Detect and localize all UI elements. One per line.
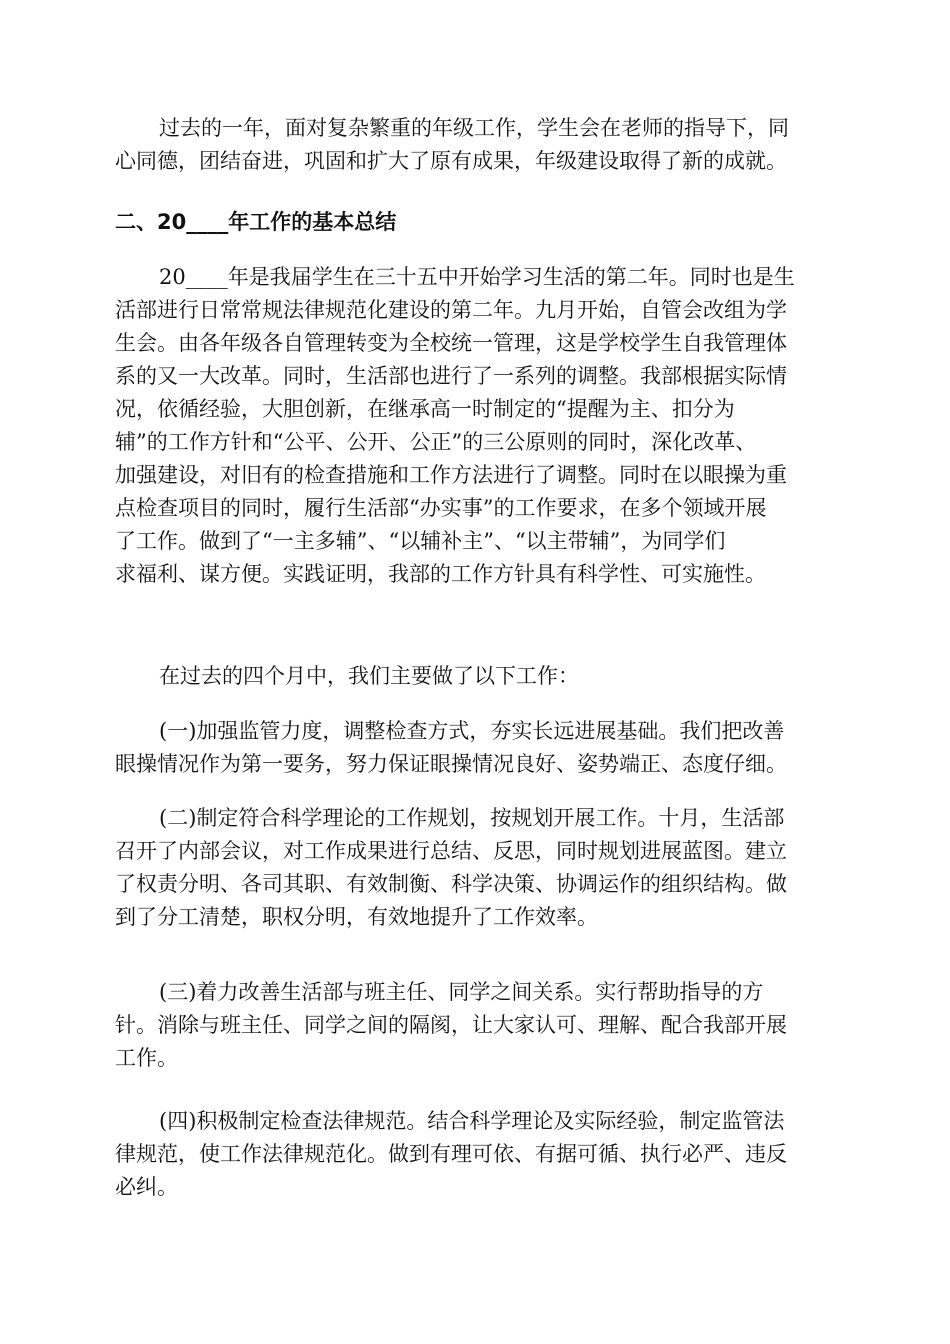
text-line: 20____年是我届学生在三十五中开始学习生活的第二年。同时也是生 — [159, 265, 795, 289]
text-line: 在过去的四个月中，我们主要做了以下工作： — [159, 664, 579, 688]
paragraph-item-1 — [115, 715, 835, 781]
paragraph-item-4 — [115, 1105, 835, 1204]
text-line: 加强建设，对旧有的检查措施和工作方法进行了调整。同时在以眼操为重 — [115, 463, 787, 487]
text-line: 辅”的工作方针和“公平、公开、公正”的三公原则的同时，深化改革、 — [115, 430, 757, 454]
paragraph-item-2 — [115, 802, 835, 934]
text-line: 律规范，使工作法律规范化。做到有理可依、有据可循、执行必严、违反 — [115, 1142, 787, 1166]
text-line: 针。消除与班主任、同学之间的隔阂，让大家认可、理解、配合我部开展 — [115, 1013, 787, 1037]
text-line: 了工作。做到了“一主多辅”、“以辅补主”、“以主带辅”，为同学们 — [115, 529, 726, 553]
text-line: 心同德，团结奋进，巩固和扩大了原有成果，年级建设取得了新的成就。 — [115, 149, 787, 173]
text-line: 求福利、谋方便。实践证明，我部的工作方针具有科学性、可实施性。 — [115, 562, 766, 586]
paragraph-lead-in — [115, 660, 835, 693]
section-heading: 二、20____年工作的基本总结 — [115, 210, 397, 234]
text-line: (二)制定符合科学理论的工作规划，按规划开展工作。十月，生活部 — [159, 806, 785, 830]
text-line: 况，依循经验，大胆创新，在继承高一时制定的“提醒为主、扣分为 — [115, 397, 735, 421]
text-line: 眼操情况作为第一要务，努力保证眼操情况良好、姿势端正、态度仔细。 — [115, 752, 787, 776]
text-line: 点检查项目的同时，履行生活部“办实事”的工作要求，在多个领域开展 — [115, 496, 767, 520]
text-line: 必纠。 — [115, 1175, 178, 1199]
text-line: 到了分工清楚，职权分明，有效地提升了工作效率。 — [115, 905, 598, 929]
text-line: 生会。由各年级各自管理转变为全校统一管理，这是学校学生自我管理体 — [115, 331, 787, 355]
paragraph-intro — [115, 112, 835, 178]
text-line: 工作。 — [115, 1046, 178, 1070]
text-line: 活部进行日常常规法律规范化建设的第二年。九月开始，自管会改组为学 — [115, 298, 787, 322]
text-line: (三)着力改善生活部与班主任、同学之间关系。实行帮助指导的方 — [159, 980, 764, 1004]
text-line: 过去的一年，面对复杂繁重的年级工作，学生会在老师的指导下，同 — [159, 116, 789, 140]
text-line: 召开了内部会议，对工作成果进行总结、反思，同时规划进展蓝图。建立 — [115, 839, 787, 863]
text-line: 系的又一大改革。同时，生活部也进行了一系列的调整。我部根据实际情 — [115, 364, 787, 388]
paragraph-summary — [115, 261, 835, 591]
text-line: (一)加强监管力度，调整检查方式，夯实长远进展基础。我们把改善 — [159, 719, 785, 743]
paragraph-item-3 — [115, 976, 835, 1075]
text-line: (四)积极制定检查法律规范。结合科学理论及实际经验，制定监管法 — [159, 1109, 785, 1133]
text-line: 了权责分明、各司其职、有效制衡、科学决策、协调运作的组织结构。做 — [115, 872, 787, 896]
